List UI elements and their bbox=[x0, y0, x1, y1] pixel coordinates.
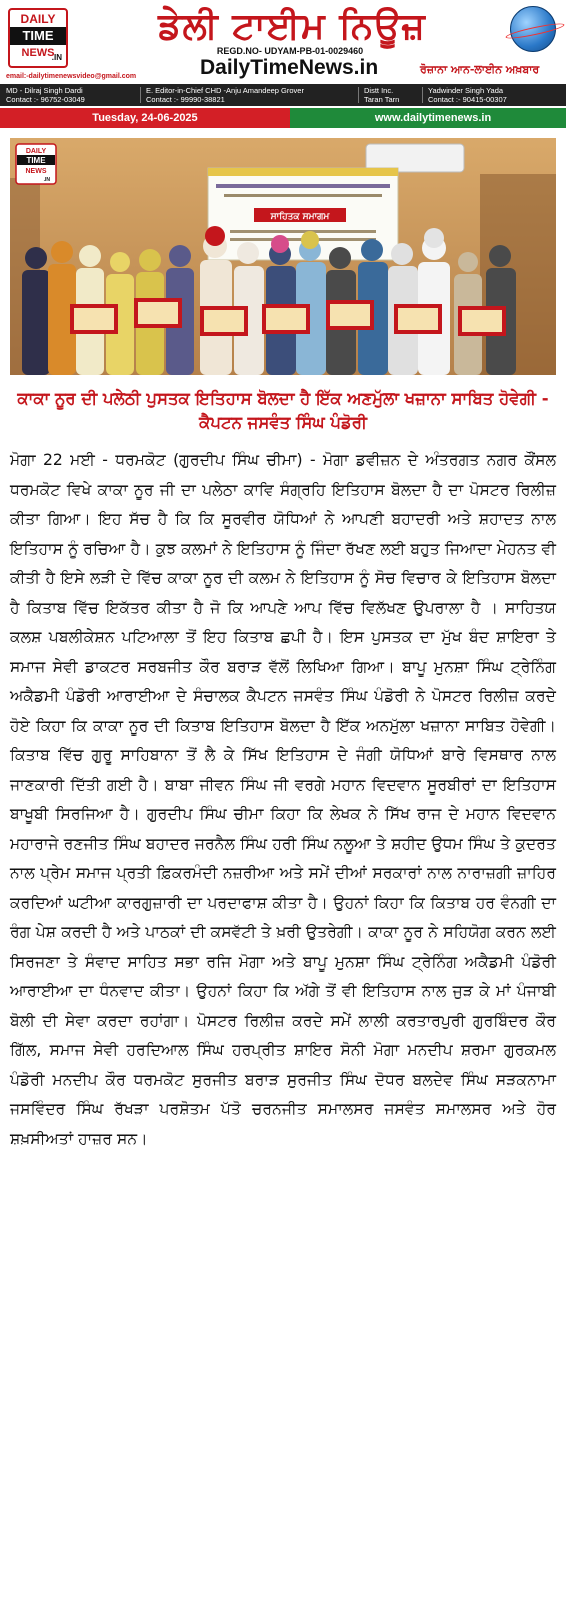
registration-number: REGD.NO- UDYAM-PB-01-0029460 bbox=[216, 46, 364, 56]
globe-icon bbox=[510, 6, 556, 52]
contact-md-phone: Contact :- 96752-03049 bbox=[6, 95, 85, 104]
article-headline: ਕਾਕਾ ਨੂਰ ਦੀ ਪਲੇਠੀ ਪੁਸਤਕ ਇਤਿਹਾਸ ਬੋਲਦਾ ਹੈ ਇੱਕ ਅਣਮੁੱਲਾ ਖਜ਼ਾਨਾ ਸਾਬਿਤ ਹੋਵੇਗੀ - ਕੈਪਟਨ ਜਸਵੰਤ ਸਿੰਘ ਪੰਡੋਰੀ bbox=[17, 389, 549, 432]
logo-line-1: DAILY bbox=[20, 12, 56, 26]
website-link[interactable]: www.dailytimenews.in bbox=[374, 112, 492, 124]
site-name[interactable]: DailyTimeNews.in bbox=[200, 56, 379, 79]
contact-editor-phone: Contact :- 99990-38821 bbox=[146, 95, 225, 104]
contact-yadwinder-phone: Contact :- 90415-00307 bbox=[428, 95, 507, 104]
contact-yadwinder bbox=[428, 86, 507, 104]
tagline: ਰੋਜ਼ਾਨਾ ਆਨ-ਲਾਈਨ ਅਖ਼ਬਾਰ bbox=[420, 63, 540, 76]
divider bbox=[140, 87, 141, 103]
contact-district-role: Distt Inc. bbox=[364, 86, 394, 95]
logo-line-2: TIME bbox=[10, 27, 66, 45]
contact-yadwinder-role: Yadwinder Singh Yada bbox=[428, 86, 504, 95]
edition-date: Tuesday, 24-06-2025 bbox=[0, 108, 290, 128]
photo-logo-watermark bbox=[16, 144, 56, 184]
svg-text:TIME: TIME bbox=[26, 156, 46, 165]
logo-line-4: .IN bbox=[51, 53, 62, 62]
date-bar bbox=[0, 108, 566, 128]
svg-text:DAILY: DAILY bbox=[25, 148, 47, 155]
contact-district-place: Taran Tarn bbox=[364, 95, 400, 104]
svg-text:NEWS: NEWS bbox=[25, 168, 47, 175]
daily-time-news-logo[interactable] bbox=[8, 8, 68, 68]
article-body: ਮੋਗਾ 22 ਮਈ - ਧਰਮਕੋਟ (ਗੁਰਦੀਪ ਸਿੰਘ ਚੀਮਾ) - ਮੋਗਾ ਡਵੀਜ਼ਨ ਦੇ ਅੰਤਰਗਤ ਨਗਰ ਕੌਂਸਲ ਧਰਮਕੋਟ ਵਿਖੇ ਕਾਕਾ ਨੂਰ ਜੀ ਦਾ ਪਲੇਠਾ ਕਾਵਿ ਸੰਗ੍ਰਹਿ ਇਤਿਹਾਸ ਬੋਲਦਾ ਹੈ ਦਾ ਪੋਸਟਰ ਰਿਲੀਜ਼ ਕੀਤਾ ਗਿਆ। ਇਹ ਸੱਚ ਹੈ ਕਿ ਕਿ ਸੂਰਵੀਰ ਯੋਧਿਆਂ ਨੇ ਆਪਣੀ ਬਹਾਦਰੀ ਅਤੇ ਸ਼ਹਾਦਤ ਨਾਲ ਇਤਿਹਾਸ ਨੂੰ ਰਚਿਆ ਹੈ। ਕੁਝ ਕਲਮਾਂ ਨੇ ਇਤਿਹਾਸ ਨੂੰ ਜਿੰਦਾ ਰੱਖਣ ਲਈ ਬਹੁਤ ਜਿਆਦਾ ਮੇਹਨਤ ਵੀ ਕੀਤੀ ਹੈ ਇਸੇ ਲੜੀ ਦੇ ਵਿੱਚ ਕਾਕਾ ਨੂਰ ਦੀ ਕਲਮ ਨੇ ਇਤਿਹਾਸ ਨੂੰ ਸੋਚ ਵਿਚਾਰ ਕੇ ਇਤਿਹਾਸ ਬੋਲਦਾ ਹੈ ਕਿਤਾਬ ਵਿੱਚ ਇਕੱਤਰ ਕੀਤਾ ਹੈ ਜੋ ਕਿ ਆਪਣੇ ਆਪ ਵਿੱਚ ਵਿਲੱਖਣ ਉਪਰਾਲਾ ਹੈ । ਸਾਹਿਤਯ ਕਲਸ਼ ਪਬਲੀਕੇਸ਼ਨ ਪਟਿਆਲਾ ਤੋਂ ਇਹ ਕਿਤਾਬ ਛਪੀ ਹੈ। ਇਸ ਪੁਸਤਕ ਦਾ ਮੁੱਖ ਬੰਦ ਸ਼ਾਇਰਾ ਤੇ ਸਮਾਜ ਸੇਵੀ ਡਾਕਟਰ ਸਰਬਜੀਤ ਕੌਰ ਬਰਾੜ ਵੱਲੋਂ ਲਿਖਿਆ ਗਿਆ। ਬਾਪੂ ਮੁਨਸ਼ਾ ਸਿੰਘ ਟ੍ਰੇਨਿੰਗ ਅਕੈਡਮੀ ਪੰਡੋਰੀ ਆਰਾਈਆ ਦੇ ਸੰਚਾਲਕ ਕੈਪਟਨ ਜਸਵੰਤ ਸਿੰਘ ਪੰਡੋਰੀ ਨੇ ਪੋਸਟਰ ਰਿਲੀਜ਼ ਕਰਦੇ ਹੋਏ ਕਿਹਾ ਕਿ ਕਾਕਾ ਨੂਰ ਦੀ ਕਿਤਾਬ ਇਤਿਹਾਸ ਬੋਲਦਾ ਹੈ ਇੱਕ ਅਨਮੁੱਲਾ ਖਜ਼ਾਨਾ ਸਾਬਿਤ ਹੋਵੇਗੀ। ਕਿਤਾਬ ਵਿੱਚ ਗੁਰੂ ਸਾਹਿਬਾਨਾ ਤੋਂ ਲੈ ਕੇ ਸਿੱਖ ਇਤਿਹਾਸ ਦੇ ਜੰਗੀ ਯੋਧਿਆਂ ਬਾਰੇ ਵਿਸਥਾਰ ਨਾਲ ਜਾਣਕਾਰੀ ਦਿੱਤੀ ਗਈ ਹੈ। ਬਾਬਾ ਜੀਵਨ ਸਿੰਘ ਜੀ ਵਰਗੇ ਮਹਾਨ ਵਿਦਵਾਨ ਸੂਰਬੀਰਾਂ ਦਾ ਇਤਿਹਾਸ ਬਾਖੂਬੀ ਸਿਰਜਿਆ ਹੈ। ਗੁਰਦੀਪ ਸਿੰਘ ਚੀਮਾ ਕਿਹਾ ਕਿ ਲੇਖਕ ਨੇ ਸਿੱਖ ਰਾਜ ਦੇ ਮਹਾਨ ਵਿਦਵਾਨ ਮਹਾਰਾਜੇ ਰਣਜੀਤ ਸਿੰਘ ਬਹਾਦਰ ਜਰਨੈਲ ਸਿੰਘ ਹਰੀ ਸਿੰਘ ਨਲੂਆ ਤੇ ਸ਼ਹੀਦ ਉਧਮ ਸਿੰਘ ਤੇ ਕੁਦਰਤ ਨਾਲ ਪ੍ਰੇਮ ਸਮਾਜ ਪ੍ਰਤੀ ਫ਼ਿਕਰਮੰਦੀ ਨਜ਼ਰੀਆ ਅਤੇ ਸਮੇਂ ਦੀਆਂ ਸਰਕਾਰਾਂ ਨਾਲ ਨਾਰਾਜ਼ਗੀ ਜ਼ਾਹਿਰ ਕਰਦਿਆਂ ਘਟੀਆ ਕਾਰਗੁਜ਼ਾਰੀ ਦਾ ਪਰਦਾਫਾਸ਼ ਕੀਤਾ ਹੈ। ਉਹਨਾਂ ਕਿਹਾ ਕਿ ਕਿਤਾਬ ਹਰ ਵੰਨਗੀ ਦਾ ਰੰਗ ਪੇਸ਼ ਕਰਦੀ ਹੈ ਅਤੇ ਪਾਠਕਾਂ ਦੀ ਕਸਵੱਟੀ ਤੇ ਖ਼ਰੀ ਉਤਰੇਗੀ। ਕਾਕਾ ਨੂਰ ਨੇ ਸਹਿਯੋਗ ਕਰਨ ਲਈ ਸਿਰਜਣਾ ਤੇ ਸੰਵਾਦ ਸਾਹਿਤ ਸਭਾ ਰਜਿ ਮੋਗਾ ਅਤੇ ਬਾਪੂ ਮੁਨਸ਼ਾ ਸਿੰਘ ਟ੍ਰੇਨਿੰਗ ਅਕੈਡਮੀ ਪੰਡੋਰੀ ਆਰਾਈਆ ਦਾ ਧੰਨਵਾਦ ਕੀਤਾ। ਉਹਨਾਂ ਕਿਹਾ ਕਿ ਅੱਗੇ ਤੋਂ ਵੀ ਇਤਿਹਾਸ ਨਾਲ ਜੁੜ ਕੇ ਮਾਂ ਪੰਜਾਬੀ ਬੋਲੀ ਦੀ ਸੇਵਾ ਕਰਦਾ ਰਹਾਂਗਾ। ਪੋਸਟਰ ਰਿਲੀਜ਼ ਕਰਦੇ ਸਮੇਂ ਲਾਲੀ ਕਰਤਾਰਪੁਰੀ ਗੁਰਬਿੰਦਰ ਕੌਰ ਗਿੱਲ, ਸਮਾਜ ਸੇਵੀ ਹਰਦਿਆਲ ਸਿੰਘ ਹਰਪ੍ਰੀਤ ਸ਼ਾਇਰ ਸੋਨੀ ਮੋਗਾ ਮਨਦੀਪ ਸ਼ਰਮਾ ਗੁਰਕਮਲ ਪੰਡੋਰੀ ਮਨਦੀਪ ਕੌਰ ਧਰਮਕੋਟ ਸੁਰਜੀਤ ਬਰਾੜ ਸੁਰਜੀਤ ਸਿੰਘ ਦੋਧਰ ਬਲਦੇਵ ਸਿੰਘ ਸੜਕਨਾਮਾ ਜਸਵਿੰਦਰ ਸਿੰਘ ਰੱਖੜਾ ਪਰਸ਼ੋਤਮ ਪੱਤੋ ਚਰਨਜੀਤ ਸਮਾਲਸਰ ਜਸਵੰਤ ਸਮਾਲਸਰ ਅਤੇ ਹੋਰ ਸ਼ਖ਼ਸੀਅਤਾਂ ਹਾਜ਼ਰ ਸਨ। bbox=[10, 451, 556, 1148]
event-photo bbox=[10, 138, 556, 375]
contact-editor bbox=[146, 86, 304, 104]
banner-text: ਸਾਹਿਤਕ ਸਮਾਗਮ bbox=[270, 212, 330, 222]
newspaper-title: ਡੇਲੀ ਟਾਈਮ ਨਿਊਜ਼ bbox=[158, 6, 426, 47]
divider bbox=[422, 87, 423, 103]
email-address[interactable]: email:-dailytimenewsvideo@gmail.com bbox=[6, 73, 137, 80]
contact-bar bbox=[0, 84, 566, 106]
divider bbox=[358, 87, 359, 103]
masthead bbox=[0, 0, 566, 84]
contact-district bbox=[364, 86, 399, 104]
logo-line-3: NEWS bbox=[21, 47, 55, 59]
contact-md bbox=[6, 86, 85, 104]
svg-text:.IN: .IN bbox=[43, 177, 50, 183]
event-photo-illustration bbox=[10, 138, 556, 375]
contact-editor-role: E. Editor-in-Chief CHD -Anju Amandeep Grover bbox=[146, 86, 304, 95]
contact-md-role: MD - Dilraj Singh Dardi bbox=[6, 86, 83, 95]
